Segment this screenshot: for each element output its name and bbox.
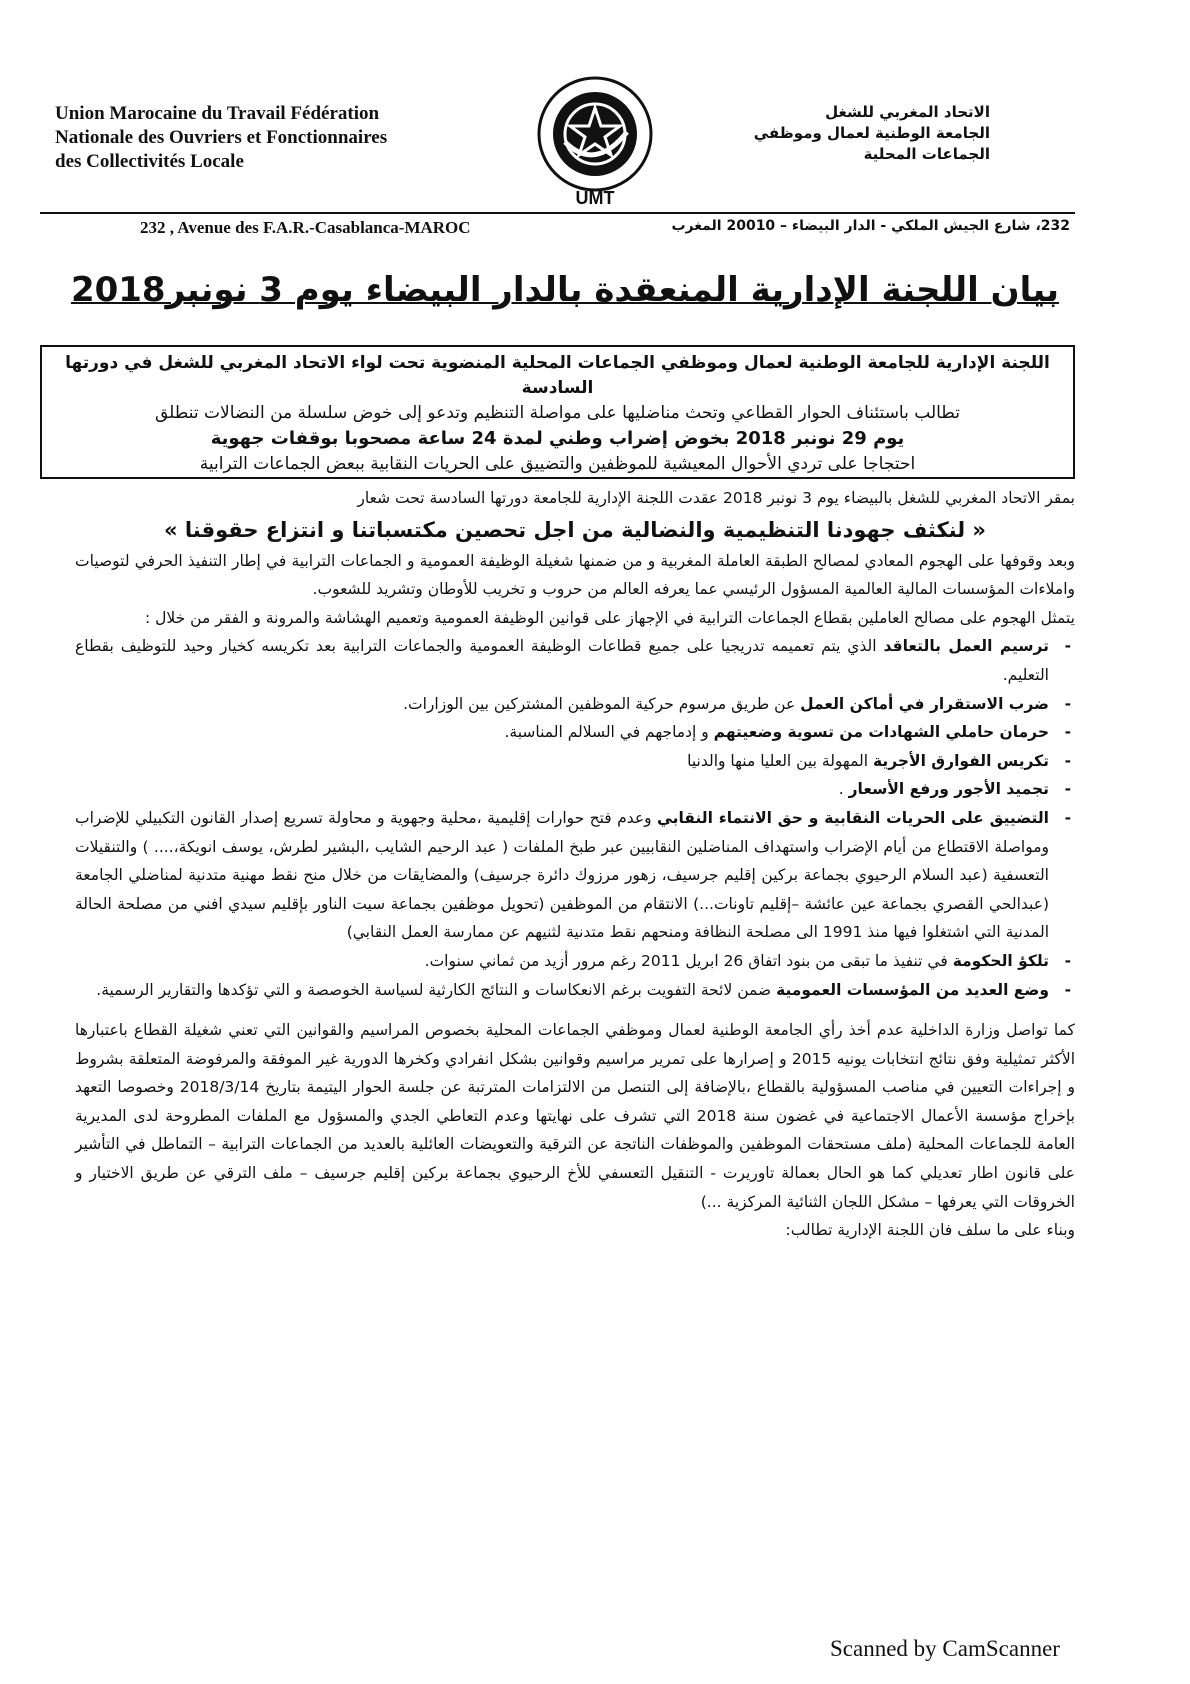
slogan: « لنكثف جهودنا التنظيمية والنضالية من اجل تحصين مكتسباتنا و انتزاع حقوقنا » xyxy=(163,517,986,542)
list-item xyxy=(75,976,1075,1005)
list-item xyxy=(75,747,1075,776)
header-divider xyxy=(40,212,1075,214)
document-title-text: بيان اللجنة الإدارية المنعقدة بالدار البيضاء يوم 3 نونبر2018 xyxy=(70,270,1060,310)
list-item-text: عن طريق مرسوم حركية الموظفين المشتركين بين الوزارات. xyxy=(403,694,801,713)
list-item-text: الذي يتم تعميمه تدريجيا على جميع قطاعات الوظيفة العمومية والجماعات الترابية بعد تكريسه كخيار وحيد للتوظيف بقطاع التعليم. xyxy=(75,637,1049,684)
letterhead xyxy=(0,0,1190,237)
letterhead-french-line: des Collectivités Locale xyxy=(55,151,244,172)
summary-line: يوم 29 نونبر 2018 بخوض إضراب وطني لمدة 24 ساعة مصحوبا بوقفات جهوية xyxy=(210,428,905,449)
paragraph: وبناء على ما سلف فان اللجنة الإدارية تطالب: xyxy=(785,1221,1075,1240)
umt-logo xyxy=(535,72,655,212)
grievance-list xyxy=(75,632,1075,1004)
list-item xyxy=(75,690,1075,719)
summary-line: تطالب باستئناف الحوار القطاعي وتحث مناضليها على مواصلة التنظيم وتدعو إلى خوض سلسلة من النضالات تنطلق xyxy=(155,403,960,423)
list-item xyxy=(75,775,1075,804)
letterhead-french-line: Nationale des Ouvriers et Fonctionnaires xyxy=(55,127,388,148)
list-item-text: في تنفيذ ما تبقى من بنود اتفاق 26 ابريل 2011 رغم مرور أزيد من ثماني سنوات. xyxy=(424,951,953,970)
letterhead-arabic-line: الاتحاد المغربي للشغل xyxy=(825,103,990,121)
letterhead-french xyxy=(55,102,475,174)
paragraph: كما تواصل وزارة الداخلية عدم أخذ رأي الجامعة الوطنية لعمال وموظفي الجماعات المحلية بخصوص المراسيم والقوانين التي تعني شغيلة القطاع باعتبارها الأكثر تمثيلية وفق نتائج انتخابات يونيه 2015 و إصرارها على تمرير مراسيم وقوانين بشكل انفرادي وكخرها الدورية غير الموفقة والمرفوضة المتعلقة بشروط و إجراءات التعيين في مناصب المسؤولية بالقطاع ،بالإضافة إلى التنصل من الالتزامات المترتبة عن جلسة الحوار اليتيمة بتاريخ 2018/3/14 وخصوصا التعهد بإخراج مؤسسة الأعمال الاجتماعية في غضون سنة 2018 التي تشرف على نهايتها وعدم التعاطي الجدي والمسؤول مع الملفات المطروحة لدى المديرية العامة للجماعات المحلية (ملف مستحقات الموظفين والموظفات الناتجة عن الترقية والتعويضات العائلية بالعديد من الجماعات الترابية – التماطل في التأشير على قانون اطار تعديلي كما هو الحال بعمالة تاوريرت - التنقيل التعسفي للأخ الرحيوي بجماعة بركين إقليم جرسيف – ملف الترقي عن طريق الاختيار و الخروقات التي يعرفها – مشكل اللجان الثنائية المركزية ...) xyxy=(75,1021,1075,1211)
scanner-watermark: Scanned by CamScanner xyxy=(830,1636,1060,1661)
intro-paragraph: بمقر الاتحاد المغربي للشغل بالبيضاء يوم 3 نونبر 2018 عقدت اللجنة الإدارية للجامعة دورتها السادسة تحت شعار xyxy=(357,489,1075,507)
list-item-text: ضمن لائحة التفويت برغم الانعكاسات و النتائج الكارثية لسياسة الخوصصة و التي تؤكدها والتقارير الرسمية. xyxy=(96,980,777,999)
svg-text:UMT: UMT xyxy=(575,188,615,208)
letterhead-arabic-line: الجماعات المحلية xyxy=(863,145,990,163)
list-item-heading: وضع العديد من المؤسسات العمومية xyxy=(776,980,1049,999)
list-item-heading: ترسيم العمل بالتعاقد xyxy=(883,637,1050,656)
list-item-heading: تجميد الأجور ورفع الأسعار xyxy=(848,780,1049,799)
letterhead-arabic-line: الجامعة الوطنية لعمال وموظفي xyxy=(753,124,990,142)
document-title xyxy=(60,268,1070,312)
list-item xyxy=(75,718,1075,747)
list-item-heading: ضرب الاستقرار في أماكن العمل xyxy=(800,694,1049,713)
list-item-text: المهولة بين العليا منها والدنيا xyxy=(687,751,873,770)
list-item-heading: التضييق على الحريات النقابية و حق الانتماء النقابي xyxy=(656,808,1049,827)
list-item-heading: تلكؤ الحكومة xyxy=(952,951,1049,970)
statement-body xyxy=(75,484,1075,1245)
address-french: 232 , Avenue des F.A.R.-Casablanca-MAROC xyxy=(140,218,471,237)
list-item-heading: حرمان حاملي الشهادات من تسوية وضعيتهم xyxy=(713,723,1049,742)
list-item-text: . xyxy=(838,780,849,799)
summary-line: احتجاجا على تردي الأحوال المعيشية للموظفين والتضييق على الحريات النقابية ببعض الجماعات الترابية xyxy=(199,454,916,474)
paragraph: وبعد وقوفها على الهجوم المعادي لمصالح الطبقة العاملة المغربية و من ضمنها شغيلة الوظيفة العمومية و الجماعات الترابية في إطار التنفيذ الحرفي لتوصيات واملاءات المؤسسات المالية العالمية المسؤول الرئيسي عما يعرفه العالم من حروب و تخريب للأوطان وتشريد للشعوب. xyxy=(75,551,1075,599)
list-item-text: و إدماجهم في السلالم المناسبة. xyxy=(504,723,714,742)
letterhead-arabic xyxy=(730,102,990,165)
list-item xyxy=(75,804,1075,947)
list-item-heading: تكريس الفوارق الأجرية xyxy=(873,751,1049,770)
list-item-text: وعدم فتح حوارات إقليمية ،محلية وجهوية و محاولة تسريع إصدار القانون التكبيلي للإضراب ومواصلة الاقتطاع من أيام الإضراب واستهداف المناضلين النقابيين عبر طبخ الملفات ( عبد الرحيم الشايب ،البشير لطرش، يوسف انويكة،.... ) والتنقيلات التعسفية (عبد السلام الرحيوي بجماعة بركين إقليم جرسيف، زهور مرزوك دائرة جرسيف) والمضايقات من خلال منح نقط مهنية متدنية لمناضلي الجامعة (عبدالحي القصري بجماعة عين عائشة –إقليم تاونات...) الانتقام من الموظفين (تحويل موظفين بجماعة سيت الناور بإقليم سيدي افني من مصلحة الحالة المدنية التي اشتغلوا فيها منذ 1991 الى مصلحة النظافة ومنحهم نقط متدنية لثنيهم عن ممارسة العمل النقابي) xyxy=(75,808,1049,942)
summary-box xyxy=(40,345,1075,479)
spacer xyxy=(75,1004,1075,1016)
paragraph: يتمثل الهجوم على مصالح العاملين بقطاع الجماعات الترابية في الإجهاز على قوانين الوظيفة العمومية وتعميم الهشاشة والمرونة و الفقر من خلال : xyxy=(145,608,1075,627)
letterhead-french-line: Union Marocaine du Travail Fédération xyxy=(55,103,380,124)
list-item xyxy=(75,947,1075,976)
list-item xyxy=(75,632,1075,689)
address-arabic: 232، شارع الجيش الملكي - الدار البيضاء – 20010 المغرب xyxy=(671,218,1070,234)
summary-line: اللجنة الإدارية للجامعة الوطنية لعمال وموظفي الجماعات المحلية المنضوية تحت لواء الاتحاد المغربي للشغل في دورتها السادسة xyxy=(65,353,1050,398)
